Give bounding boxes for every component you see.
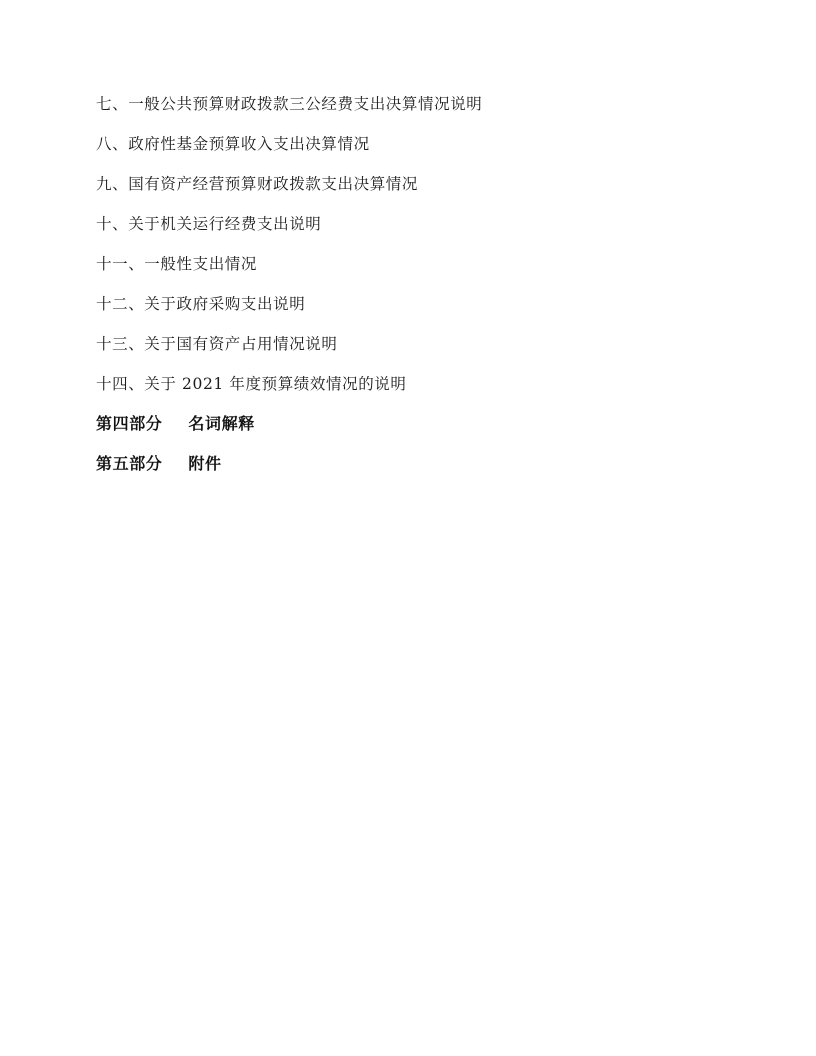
list-item xyxy=(96,204,720,244)
toc-entry-text: 七、一般公共预算财政拨款三公经费支出决算情况说明 xyxy=(96,95,483,113)
part-title: 附件 xyxy=(188,454,222,473)
list-item xyxy=(96,284,720,324)
part-label: 第四部分 xyxy=(96,414,163,433)
list-item xyxy=(96,364,720,404)
part-title: 名词解释 xyxy=(188,414,255,433)
list-item xyxy=(96,124,720,164)
list-item xyxy=(96,324,720,364)
list-item xyxy=(96,84,720,124)
part-heading xyxy=(96,444,720,484)
toc-entry-text: 十二、关于政府采购支出说明 xyxy=(96,295,306,313)
toc-entry-text: 十一、一般性支出情况 xyxy=(96,255,258,273)
part-label: 第五部分 xyxy=(96,454,163,473)
toc-entry-text: 十、关于机关运行经费支出说明 xyxy=(96,215,322,233)
toc-entry-text: 十三、关于国有资产占用情况说明 xyxy=(96,335,338,353)
table-of-contents xyxy=(96,84,720,484)
toc-entry-text: 八、政府性基金预算收入支出决算情况 xyxy=(96,135,370,153)
list-item xyxy=(96,244,720,284)
part-heading xyxy=(96,404,720,444)
list-item xyxy=(96,164,720,204)
toc-entry-text: 九、国有资产经营预算财政拨款支出决算情况 xyxy=(96,175,419,193)
toc-entry-text: 十四、关于 2021 年度预算绩效情况的说明 xyxy=(96,375,407,393)
